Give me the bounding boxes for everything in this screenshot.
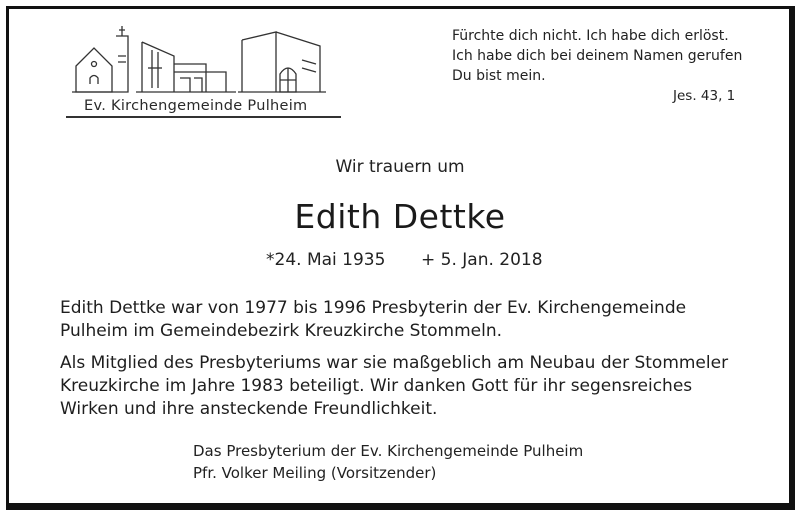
mourning-intro: Wir trauern um (335, 157, 465, 177)
deceased-name: Edith Dettke (294, 197, 506, 236)
verse-line: Ich habe dich bei deinem Namen gerufen (452, 48, 743, 64)
paragraph-line: Als Mitglied des Presbyteriums war sie maßgeblich am Neubau der Stommeler (60, 353, 729, 373)
paragraph-line: Wirken und ihre ansteckende Freundlichkeit. (60, 399, 438, 419)
verse-line: Du bist mein. (452, 68, 546, 84)
death-date: + 5. Jan. 2018 (421, 250, 543, 270)
paragraph-tribute (60, 352, 728, 421)
signature-block (193, 440, 583, 484)
verse-reference: Jes. 43, 1 (673, 88, 736, 104)
logo-underline (66, 116, 341, 118)
church-buildings-icon (66, 22, 346, 98)
paragraph-line: Pulheim im Gemeindebezirk Kreuzkirche Stommeln. (60, 321, 503, 341)
paragraph-line: Kreuzkirche im Jahre 1983 beteiligt. Wir danken Gott für ihr segensreiches (60, 376, 693, 396)
logo-text: Ev. Kirchengemeinde Pulheim (84, 98, 308, 114)
paragraph-line: Edith Dettke war von 1977 bis 1996 Presbyterin der Ev. Kirchengemeinde (60, 298, 687, 318)
signature-line: Das Presbyterium der Ev. Kirchengemeinde Pulheim (193, 442, 584, 460)
bible-verse (452, 26, 742, 86)
paragraph-service (60, 297, 686, 343)
church-logo (66, 22, 356, 126)
birth-date: *24. Mai 1935 (266, 250, 386, 270)
verse-line: Fürchte dich nicht. Ich habe dich erlöst. (452, 28, 729, 44)
signature-line: Pfr. Volker Meiling (Vorsitzender) (193, 464, 437, 482)
